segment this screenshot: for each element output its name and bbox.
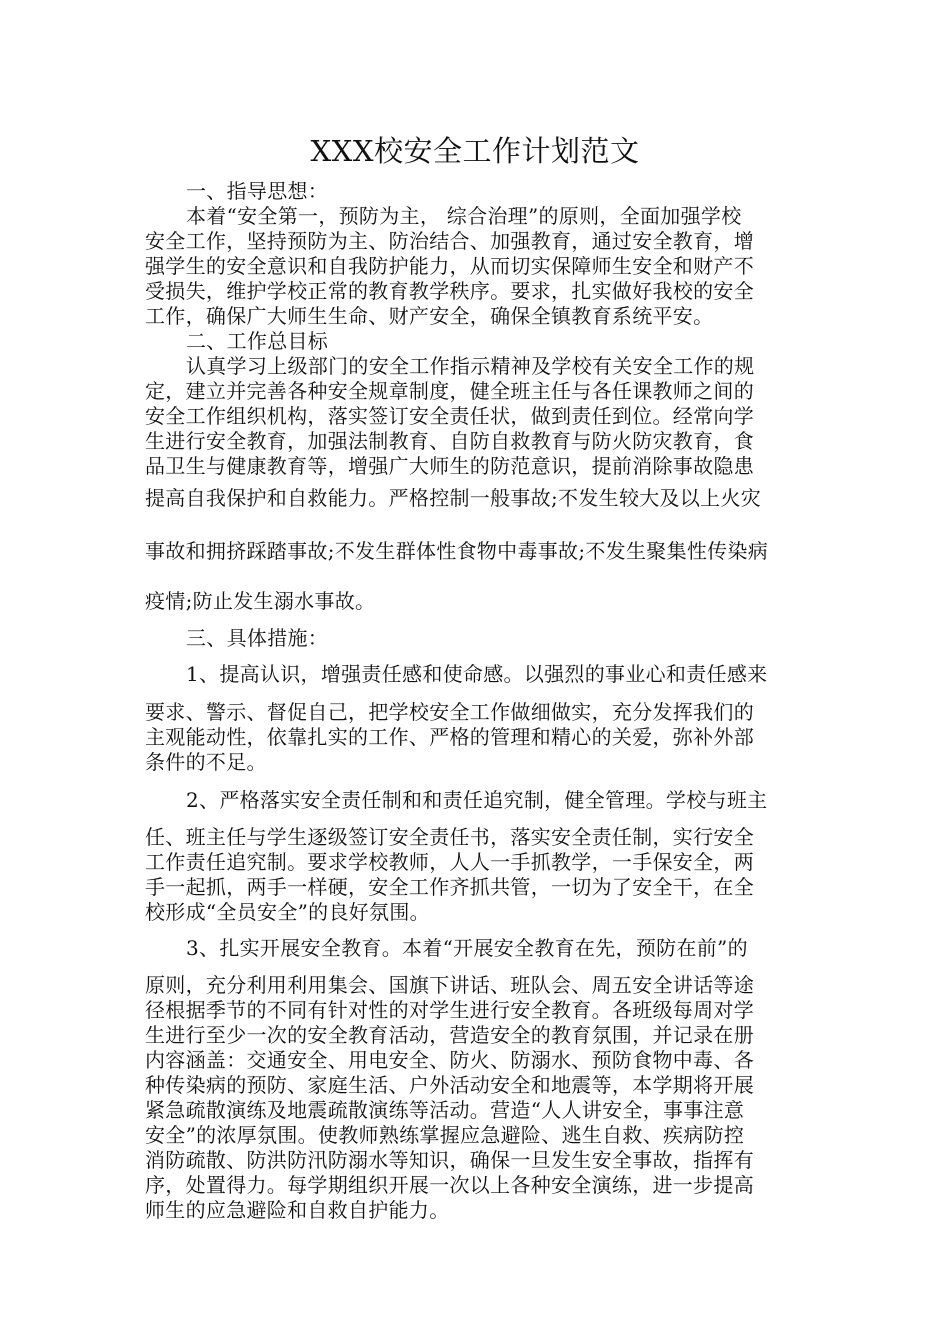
paragraph-line: 品卫生与健康教育等，增强广大师生的防范意识，提前消除事故隐患 [145,454,754,478]
paragraph-line: 认真学习上级部门的安全工作指示精神及学校有关安全工作的规 [186,354,755,378]
paragraph-line: 主观能动性，依靠扎实的工作、严格的管理和精心的关爱，弥补外部 [145,725,754,749]
paragraph-line: 任、班主任与学生逐级签订安全责任书，落实安全责任制，实行安全 [145,825,754,849]
paragraph-line: 手一起抓，两手一样硬，安全工作齐抓共管，一切为了安全干，在全 [145,875,754,899]
paragraph-line: 紧急疏散演练及地震疏散演练等活动。营造“人人讲安全，事事注意 [145,1098,745,1122]
paragraph-line: 工作责任追究制。要求学校教师，人人一手抓教学，一手保安全，两 [145,850,754,874]
paragraph-line: 安全”的浓厚氛围。使教师熟练掌握应急避险、逃生自救、疾病防控 [145,1123,745,1147]
paragraph-line: 定，建立并完善各种安全规章制度，健全班主任与各任课教师之间的 [145,379,754,403]
paragraph-line: 要求、警示、督促自己，把学校安全工作做细做实，充分发挥我们的 [145,700,754,724]
paragraph-line: 安全工作，坚持预防为主、防治结合、加强教育，通过安全教育，增 [145,229,754,253]
paragraph-line: 工作，确保广大师生生命、财产安全，确保全镇教育系统平安。 [145,304,714,328]
paragraph-line: 径根据季节的不同有针对性的对学生进行安全教育。各班级每周对学 [145,998,754,1022]
paragraph-line: 消防疏散、防洪防汛防溺水等知识，确保一旦发生安全事故，指挥有 [145,1148,754,1172]
paragraph-line: 3、扎实开展安全教育。本着“开展安全教育在先，预防在前”的 [186,936,748,960]
paragraph-line: 原则，充分利用利用集会、国旗下讲话、班队会、周五安全讲话等途 [145,973,754,997]
paragraph-line: 提高自我保护和自救能力。严格控制一般事故;不发生较大及以上火灾 [145,486,762,510]
paragraph-line: 受损失，维护学校正常的教育教学秩序。要求，扎实做好我校的安全 [145,279,754,303]
paragraph-line: 安全工作组织机构，落实签订安全责任状，做到责任到位。经常向学 [145,404,754,428]
paragraph-line: 强学生的安全意识和自我防护能力，从而切实保障师生安全和财产不 [145,254,754,278]
paragraph-line: 本着“安全第一，预防为主， 综合治理”的原则，全面加强学校 [186,204,742,228]
section-heading-3: 三、具体措施： [186,626,329,650]
paragraph-line: 序，处置得力。每学期组织开展一次以上各种安全演练，进一步提高 [145,1173,754,1197]
paragraph-line: 疫情;防止发生溺水事故。 [145,589,376,613]
paragraph-line: 种传染病的预防、家庭生活、户外活动安全和地震等，本学期将开展 [145,1073,754,1097]
paragraph-line: 师生的应急避险和自救自护能力。 [145,1198,450,1222]
document-title: XXX校安全工作计划范文 [310,134,640,168]
paragraph-line: 生进行安全教育，加强法制教育、自防自救教育与防火防灾教育，食 [145,429,754,453]
section-heading-1: 一、指导思想： [186,179,329,203]
paragraph-line: 1、提高认识，增强责任感和使命感。以强烈的事业心和责任感来 [186,662,768,686]
section-heading-2: 二、工作总目标 [186,329,329,353]
paragraph-line: 2、严格落实安全责任制和和责任追究制，健全管理。学校与班主 [186,788,768,812]
paragraph-line: 内容涵盖：交通安全、用电安全、防火、防溺水、预防食物中毒、各 [145,1048,754,1072]
paragraph-line: 条件的不足。 [145,750,267,774]
paragraph-line: 生进行至少一次的安全教育活动，营造安全的教育氛围，并记录在册 [145,1023,754,1047]
paragraph-line: 事故和拥挤踩踏事故;不发生群体性食物中毒事故;不发生聚集性传染病 [145,539,769,563]
paragraph-line: 校形成“全员安全”的良好氛围。 [145,900,430,924]
